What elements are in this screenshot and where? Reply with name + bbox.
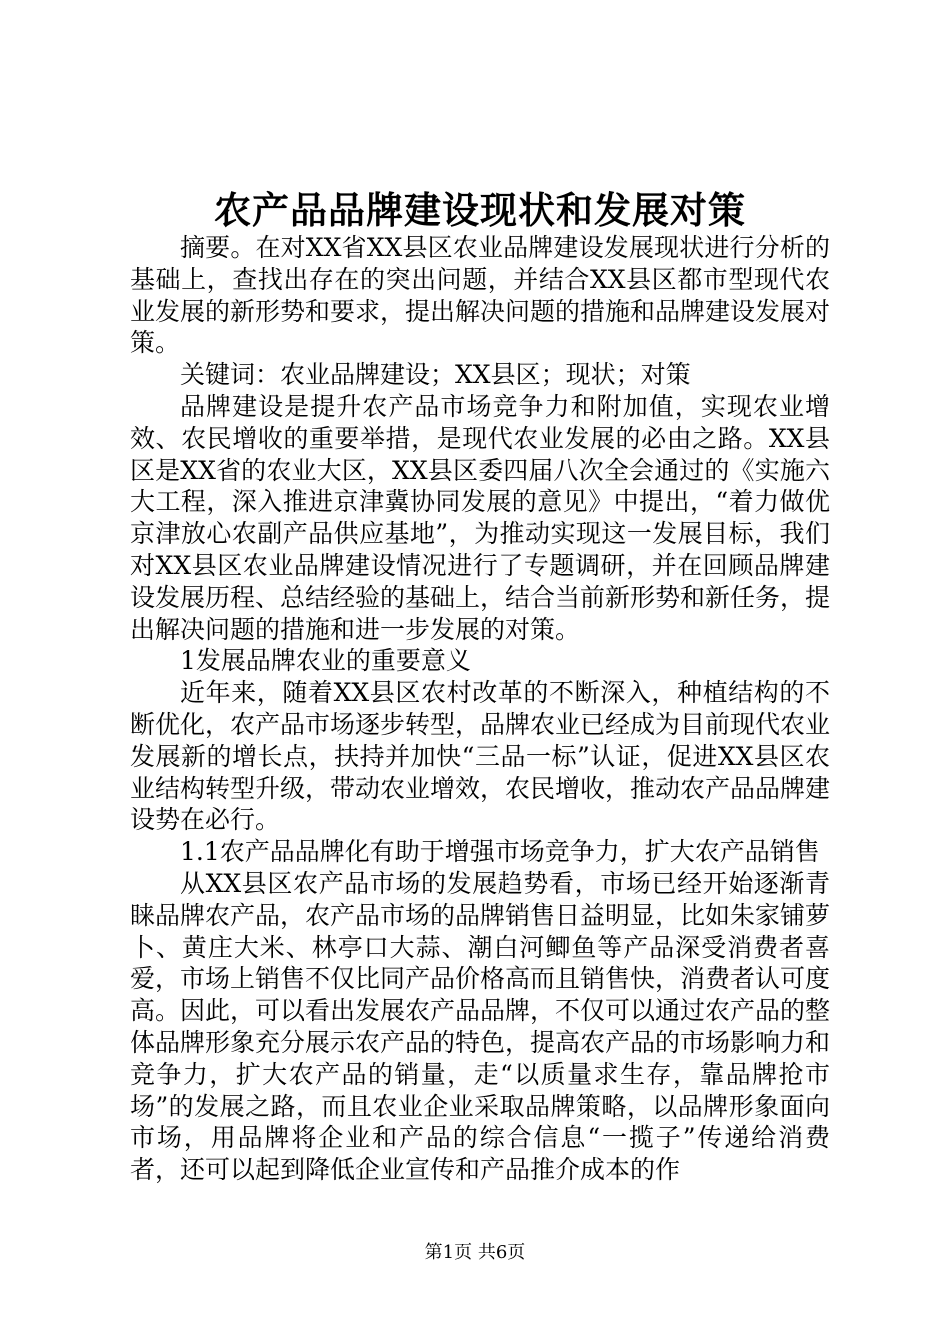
section-1-heading: 1发展品牌农业的重要意义: [180, 646, 471, 676]
document-body: [130, 232, 830, 1186]
keywords-paragraph: 关键词：农业品牌建设；XX县区；现状；对策: [180, 360, 691, 390]
section-1-paragraph: 近年来，随着XX县区农村改革的不断深入，种植结构的不断优化，农产品市场逐步转型，品牌农业已经成为目前现代农业发展新的增长点，扶持并加快“三品一标”认证，促进XX县区农业结构转型升级，带动农业增效，农民增收，推动农产品品牌建设势在必行。: [130, 678, 831, 835]
section-1-1-heading: 1.1农产品品牌化有助于增强市场竞争力，扩大农产品销售: [180, 837, 820, 867]
section-1-1-paragraph: 从XX县区农产品市场的发展趋势看，市场已经开始逐渐青睐品牌农产品，农产品市场的品牌销售日益明显，比如朱家铺萝卜、黄庄大米、林亭口大蒜、潮白河鲫鱼等产品深受消费者喜爱，市场上销售不仅比同产品价格高而且销售快，消费者认可度高。因此，可以看出发展农产品品牌，不仅可以通过农产品的整体品牌形象充分展示农产品的特色，提高农产品的市场影响力和竞争力，扩大农产品的销量，走“以质量求生存，靠品牌抢市场”的发展之路，而且农业企业采取品牌策略，以品牌形象面向市场，用品牌将企业和产品的综合信息“一揽子”传递给消费者，还可以起到降低企业宣传和产品推介成本的作: [130, 868, 831, 1185]
page-footer: 第1页 共6页: [424, 1242, 526, 1263]
abstract-paragraph: 摘要。在对XX省XX县区农业品牌建设发展现状进行分析的基础上，查找出存在的突出问题，并结合XX县区都市型现代农业发展的新形势和要求，提出解决问题的措施和品牌建设发展对策。: [130, 233, 831, 358]
document-title: 农产品品牌建设现状和发展对策: [214, 188, 746, 232]
intro-paragraph: 品牌建设是提升农产品市场竞争力和附加值，实现农业增效、农民增收的重要举措，是现代农业发展的必由之路。XX县区是XX省的农业大区，XX县区委四届八次全会通过的《实施六大工程，深入推进京津冀协同发展的意见》中提出，“着力做优京津放心农副产品供应基地”，为推动实现这一发展目标，我们对XX县区农业品牌建设情况进行了专题调研，并在回顾品牌建设发展历程、总结经验的基础上，结合当前新形势和新任务，提出解决问题的措施和进一步发展的对策。: [130, 391, 831, 644]
